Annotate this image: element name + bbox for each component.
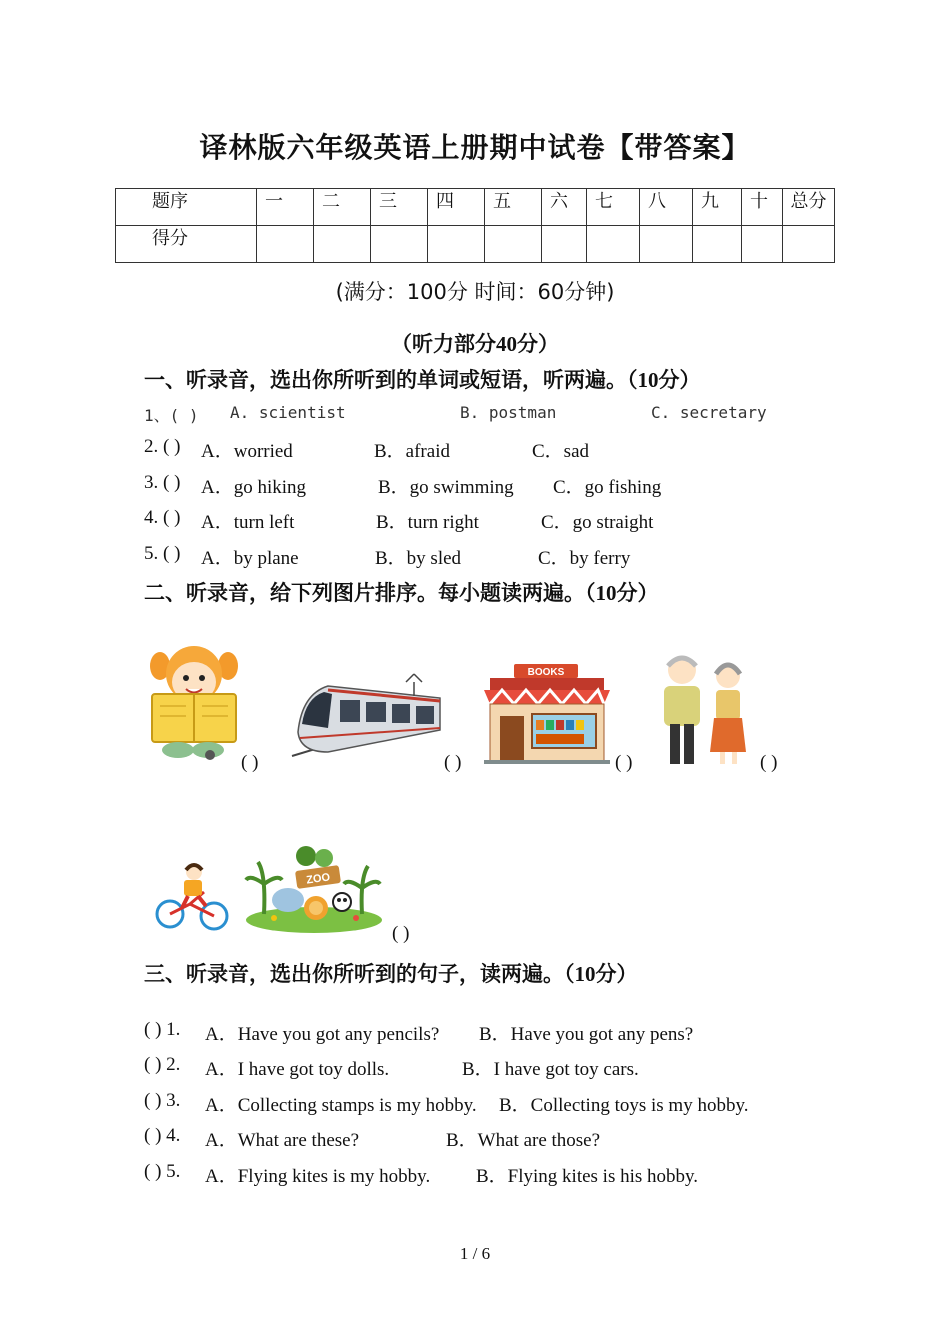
score-table-score-row (116, 226, 835, 263)
header-cell: 一 (257, 189, 314, 226)
header-cell: 十 (742, 189, 783, 226)
header-cell: 四 (428, 189, 485, 226)
s3-q4-number: ( ) 4. (144, 1125, 181, 1146)
picture-answer-blank[interactable]: ( ) (392, 923, 410, 944)
q3-number: 3. ( ) (144, 472, 181, 493)
s3-q3-option-b: B．Collecting toys is my hobby. (499, 1095, 749, 1116)
header-cell: 七 (587, 189, 640, 226)
q3-option-a: A．go hiking (201, 477, 307, 498)
zoo-picture (244, 844, 384, 934)
header-cell-total: 总分 (783, 189, 835, 226)
child-riding-bike-picture (154, 862, 230, 934)
s3-q5-number: ( ) 5. (144, 1161, 181, 1182)
row-label: 得分 (116, 226, 257, 263)
s3-q1-option-b: B．Have you got any pens? (479, 1024, 694, 1045)
s3-q5-option-a: A．Flying kites is my hobby. (205, 1166, 431, 1187)
s3-q3-number: ( ) 3. (144, 1090, 181, 1111)
q2-number: 2. ( ) (144, 436, 181, 457)
s3-q4-option-a: A．What are these? (205, 1130, 360, 1151)
q1-option-c: C. secretary (651, 403, 767, 422)
q3-option-c: C．go fishing (553, 477, 662, 498)
q4-option-a: A．turn left (201, 512, 295, 533)
score-cell[interactable] (693, 226, 742, 263)
section2-heading: 二、听录音，给下列图片排序。每小题读两遍。（10分） (144, 581, 659, 605)
score-cell[interactable] (314, 226, 371, 263)
s3-q4-option-b: B．What are those? (446, 1130, 601, 1151)
score-cell[interactable] (640, 226, 693, 263)
score-table (115, 188, 835, 263)
s3-q1-number: ( ) 1. (144, 1019, 181, 1040)
s3-q1-option-a: A．Have you got any pencils? (205, 1024, 440, 1045)
score-cell[interactable] (371, 226, 428, 263)
section1-heading: 一、听录音，选出你所听到的单词或短语，听两遍。（10分） (144, 368, 701, 392)
picture-answer-blank[interactable]: ( ) (241, 752, 259, 773)
header-cell: 三 (371, 189, 428, 226)
score-cell[interactable] (428, 226, 485, 263)
header-cell: 题序 (116, 189, 257, 226)
q5-option-a: A．by plane (201, 548, 299, 569)
page-number: 1 / 6 (459, 1244, 491, 1263)
listening-header: （听力部分40分） (391, 332, 559, 356)
grandparents-picture (654, 654, 750, 768)
score-cell-total[interactable] (783, 226, 835, 263)
q3-option-b: B．go swimming (378, 477, 514, 498)
score-cell[interactable] (542, 226, 587, 263)
header-cell: 二 (314, 189, 371, 226)
page-title: 译林版六年级英语上册期中试卷【带答案】 (199, 131, 751, 164)
s3-q2-number: ( ) 2. (144, 1054, 181, 1075)
q5-option-c: C．by ferry (538, 548, 631, 569)
picture-answer-blank[interactable]: ( ) (615, 752, 633, 773)
score-cell[interactable] (742, 226, 783, 263)
score-cell[interactable] (257, 226, 314, 263)
s3-q2-option-a: A．I have got toy dolls. (205, 1059, 390, 1080)
exam-info: (满分：100分 时间：60分钟) (335, 280, 615, 304)
header-cell: 八 (640, 189, 693, 226)
q4-number: 4. ( ) (144, 507, 181, 528)
header-cell: 九 (693, 189, 742, 226)
q5-option-b: B．by sled (375, 548, 462, 569)
girl-reading-picture (148, 642, 240, 762)
q1-option-b: B. postman (460, 403, 557, 422)
q2-option-a: A．worried (201, 441, 293, 462)
q2-option-c: C．sad (532, 441, 590, 462)
books-sign: BOOKS (527, 667, 565, 678)
picture-answer-blank[interactable]: ( ) (760, 752, 778, 773)
q4-option-c: C．go straight (541, 512, 654, 533)
s3-q3-option-a: A．Collecting stamps is my hobby. (205, 1095, 477, 1116)
bookstore-picture (480, 660, 614, 766)
train-picture (288, 672, 444, 758)
q4-option-b: B．turn right (376, 512, 479, 533)
q1-number: 1、( ) (144, 406, 199, 425)
s3-q2-option-b: B．I have got toy cars. (462, 1059, 639, 1080)
score-table-header-row (116, 189, 835, 226)
q1-option-a: A. scientist (230, 403, 346, 422)
picture-answer-blank[interactable]: ( ) (444, 752, 462, 773)
q5-number: 5. ( ) (144, 543, 181, 564)
section3-heading: 三、听录音，选出你所听到的句子，读两遍。（10分） (144, 962, 638, 986)
header-cell: 六 (542, 189, 587, 226)
s3-q5-option-b: B．Flying kites is his hobby. (476, 1166, 699, 1187)
header-cell: 五 (485, 189, 542, 226)
zoo-sign: ZOO (305, 871, 331, 887)
score-cell[interactable] (587, 226, 640, 263)
score-cell[interactable] (485, 226, 542, 263)
q2-option-b: B．afraid (374, 441, 450, 462)
